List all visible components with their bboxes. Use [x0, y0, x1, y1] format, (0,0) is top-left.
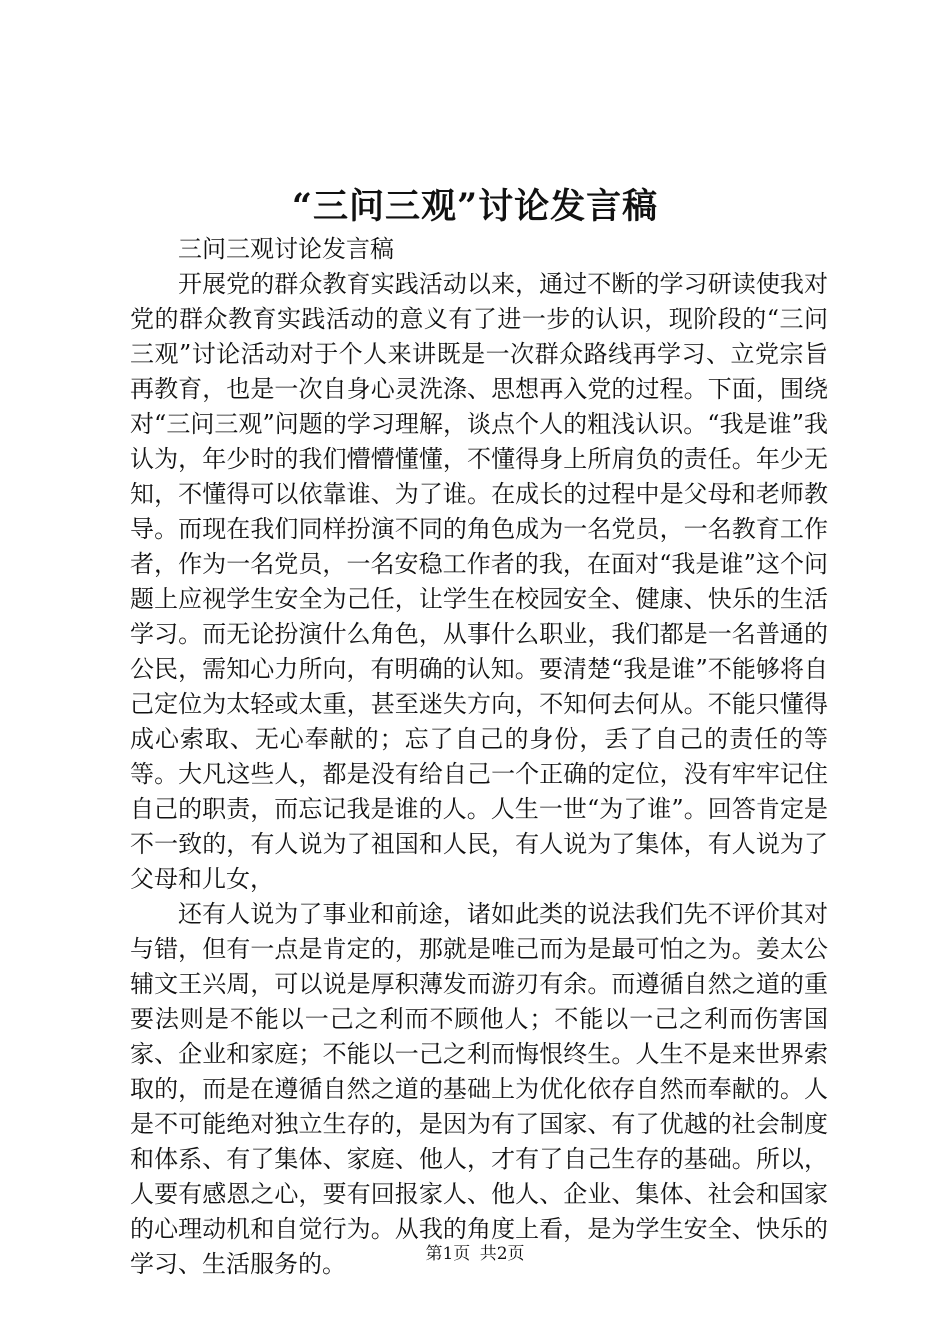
document-body [130, 232, 828, 1282]
page-number: 第1页 [425, 1244, 471, 1264]
document-title: “三问三观”讨论发言稿 [291, 186, 659, 227]
page-footer [0, 1242, 950, 1266]
paragraph-subtitle: 三问三观讨论发言稿 [178, 235, 394, 263]
paragraph-2: 还有人说为了事业和前途，诸如此类的说法我们先不评价其对与错，但有一点是肯定的，那就是唯己而为是最可怕之为。姜太公辅文王兴周，可以说是厚积薄发而游刃有余。而遵循自然之道的重要法则是不能以一己之利而不顾他人；不能以一己之利而伤害国家、企业和家庭；不能以一己之利而悔恨终生。人生不是来世界索取的，而是在遵循自然之道的基础上为优化依存自然而奉献的。人是不可能绝对独立生存的，是因为有了国家、有了优越的社会制度和体系、有了集体、家庭、他人，才有了自己生存的基础。所以，人要有感恩之心，要有回报家人、他人、企业、集体、社会和国家的心理动机和自觉行为。从我的角度上看，是为学生安全、快乐的学习、生活服务的。 [130, 900, 828, 1278]
paragraph-1: 开展党的群众教育实践活动以来，通过不断的学习研读使我对党的群众教育实践活动的意义有了进一步的认识，现阶段的“三问三观”讨论活动对于个人来讲既是一次群众路线再学习、立党宗旨再教育，也是一次自身心灵洗涤、思想再入党的过程。下面，围绕对“三问三观”问题的学习理解，谈点个人的粗浅认识。“我是谁”我认为，年少时的我们懵懵懂懂，不懂得身上所肩负的责任。年少无知，不懂得可以依靠谁、为了谁。在成长的过程中是父母和老师教导。而现在我们同样扮演不同的角色成为一名党员，一名教育工作者，作为一名党员，一名安稳工作者的我，在面对“我是谁”这个问题上应视学生安全为己任，让学生在校园安全、健康、快乐的生活学习。而无论扮演什么角色，从事什么职业，我们都是一名普通的公民，需知心力所向，有明确的认知。要清楚“我是谁”不能够将自己定位为太轻或太重，甚至迷失方向，不知何去何从。不能只懂得成心索取、无心奉献的；忘了自己的身份，丢了自己的责任的等等。大凡这些人，都是没有给自己一个正确的定位，没有牢牢记住自己的职责，而忘记我是谁的人。人生一世“为了谁”。回答肯定是不一致的，有人说为了祖国和人民，有人说为了集体，有人说为了父母和儿女， [130, 270, 828, 893]
page-total: 共2页 [479, 1244, 525, 1264]
